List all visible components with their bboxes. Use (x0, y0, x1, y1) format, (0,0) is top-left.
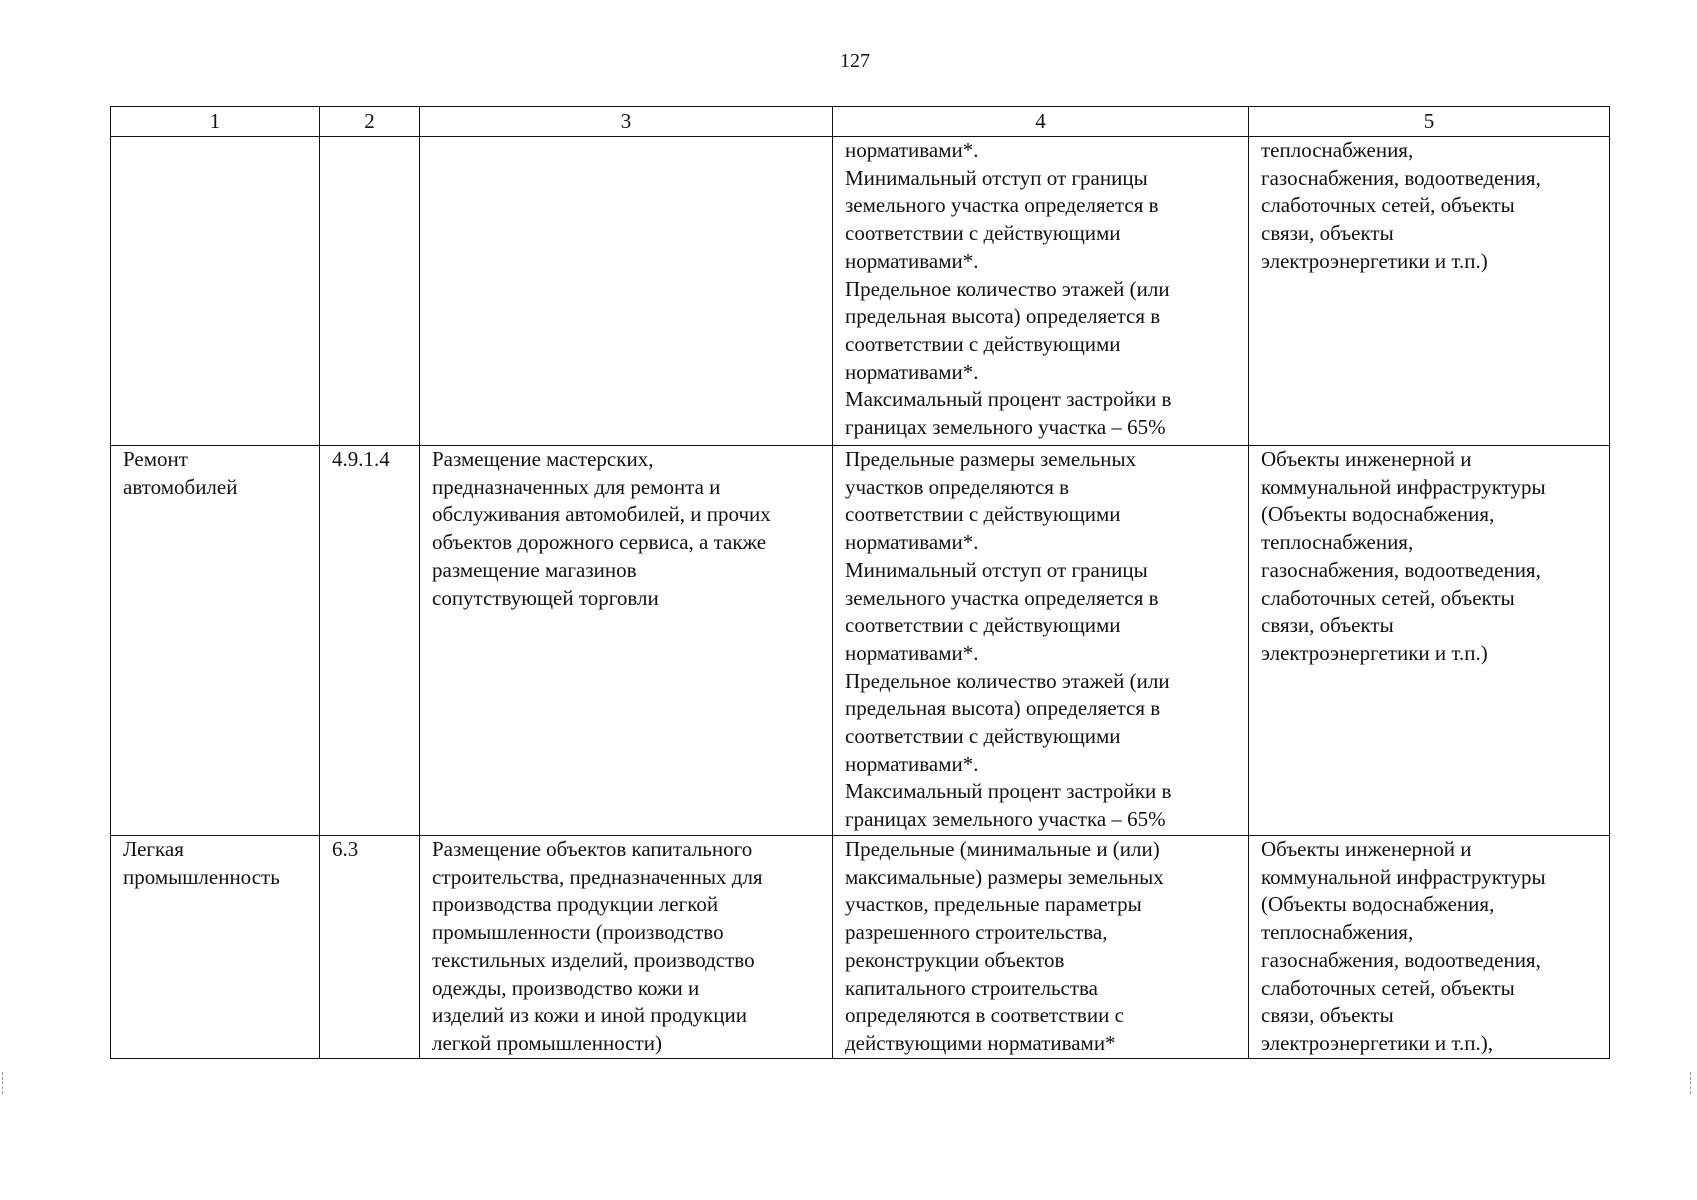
text-line: реконструкции объектов (845, 947, 1065, 972)
header-col-4: 4 (833, 107, 1249, 137)
zoning-table (110, 106, 1610, 1059)
text-line: связи, объекты (1261, 1003, 1394, 1028)
text-line: Размещение мастерских, (432, 447, 654, 471)
cell-code (320, 137, 420, 446)
page-number: 127 (840, 50, 870, 72)
text-line: участков определяются в (845, 474, 1070, 499)
text-line: Объекты инженерной и (1261, 447, 1472, 471)
text-line: нормативами*. (845, 640, 979, 665)
text-line: обслуживания автомобилей, и прочих (432, 502, 771, 527)
cell-description (420, 137, 833, 446)
text-line: участков, предельные параметры (845, 892, 1142, 917)
header-col-1: 1 (111, 107, 320, 137)
cell-name (111, 137, 320, 446)
text-line: газоснабжения, водоотведения, (1261, 947, 1541, 972)
text-line: Размещение объектов капитального (432, 837, 753, 861)
text-line: соответствии с действующими (845, 724, 1121, 749)
text-line: Предельное количество этажей (или (845, 276, 1170, 301)
text-line: электроэнергетики и т.п.), (1261, 1030, 1493, 1055)
text-line: Объекты инженерной и (1261, 837, 1472, 861)
scan-margin-mark (2, 1072, 6, 1094)
text-line: связи, объекты (1261, 221, 1394, 246)
text-line: коммунальной инфраструктуры (1261, 474, 1546, 499)
cell-parameters (833, 446, 1249, 836)
text-line: максимальные) размеры земельных (845, 864, 1164, 889)
cell-description (420, 836, 833, 1059)
text-line: теплоснабжения, (1261, 530, 1414, 555)
text-line: электроэнергетики и т.п.) (1261, 248, 1488, 273)
header-col-2: 2 (320, 107, 420, 137)
cell-name (111, 836, 320, 1059)
text-line: нормативами*. (845, 359, 979, 384)
text-line: Предельные (минимальные и (или) (845, 837, 1160, 861)
cell-code: 4.9.1.4 (320, 446, 420, 836)
cell-parameters (833, 836, 1249, 1059)
table-row (111, 446, 1610, 836)
text-line: Минимальный отступ от границы (845, 165, 1148, 190)
text-line: соответствии с действующими (845, 502, 1121, 527)
text-line: слаботочных сетей, объекты (1261, 193, 1515, 218)
text-line: газоснабжения, водоотведения, (1261, 165, 1541, 190)
text-line: (Объекты водоснабжения, (1261, 502, 1495, 527)
text-line: границах земельного участка – 65% (845, 807, 1166, 832)
text-line: границах земельного участка – 65% (845, 415, 1166, 440)
cell-auxiliary (1249, 137, 1610, 446)
text-line: предназначенных для ремонта и (432, 474, 721, 499)
text-line: предельная высота) определяется в (845, 304, 1161, 329)
text-line: капитального строительства (845, 975, 1098, 1000)
text-line: слаботочных сетей, объекты (1261, 975, 1515, 1000)
text-line: соответствии с действующими (845, 331, 1121, 356)
text-line: связи, объекты (1261, 613, 1394, 638)
header-col-3: 3 (420, 107, 833, 137)
text-line: производства продукции легкой (432, 892, 719, 917)
text-line: действующими нормативами* (845, 1030, 1116, 1055)
text-line: Максимальный процент застройки в (845, 387, 1172, 412)
text-line: изделий из кожи и иной продукции (432, 1003, 747, 1028)
text-line: теплоснабжения, (1261, 920, 1414, 945)
text-line: нормативами*. (845, 530, 979, 555)
text-line: нормативами*. (845, 138, 979, 162)
table-row (111, 137, 1610, 446)
text-line: промышленность (123, 864, 280, 889)
text-line: (Объекты водоснабжения, (1261, 892, 1495, 917)
scan-margin-mark (1690, 1072, 1694, 1094)
text-line: Минимальный отступ от границы (845, 557, 1148, 582)
text-line: размещение магазинов (432, 557, 637, 582)
text-line: сопутствующей торговли (432, 585, 659, 610)
cell-auxiliary (1249, 836, 1610, 1059)
text-line: Предельные размеры земельных (845, 447, 1137, 471)
text-line: земельного участка определяется в (845, 193, 1159, 218)
header-col-5: 5 (1249, 107, 1610, 137)
cell-description (420, 446, 833, 836)
text-line: разрешенного строительства, (845, 920, 1108, 945)
text-line: газоснабжения, водоотведения, (1261, 557, 1541, 582)
text-line: текстильных изделий, производство (432, 947, 755, 972)
table-row (111, 836, 1610, 1059)
text-line: соответствии с действующими (845, 221, 1121, 246)
text-line: коммунальной инфраструктуры (1261, 864, 1546, 889)
text-line: соответствии с действующими (845, 613, 1121, 638)
cell-parameters (833, 137, 1249, 446)
text-line: предельная высота) определяется в (845, 696, 1161, 721)
text-line: строительства, предназначенных для (432, 864, 763, 889)
text-line: автомобилей (123, 474, 238, 499)
table-header-row (111, 107, 1610, 137)
text-line: легкой промышленности) (432, 1030, 662, 1055)
text-line: одежды, производство кожи и (432, 975, 700, 1000)
text-line: нормативами*. (845, 751, 979, 776)
text-line: земельного участка определяется в (845, 585, 1159, 610)
text-line: слаботочных сетей, объекты (1261, 585, 1515, 610)
text-line: объектов дорожного сервиса, а также (432, 530, 767, 555)
text-line: определяются в соответствии с (845, 1003, 1124, 1028)
text-line: теплоснабжения, (1261, 138, 1414, 162)
text-line: Ремонт (123, 447, 188, 471)
text-line: Легкая (123, 837, 184, 861)
text-line: электроэнергетики и т.п.) (1261, 640, 1488, 665)
text-line: нормативами*. (845, 248, 979, 273)
text-line: промышленности (производство (432, 920, 724, 945)
cell-auxiliary (1249, 446, 1610, 836)
text-line: Предельное количество этажей (или (845, 668, 1170, 693)
cell-code: 6.3 (320, 836, 420, 1059)
text-line: Максимальный процент застройки в (845, 779, 1172, 804)
cell-name (111, 446, 320, 836)
